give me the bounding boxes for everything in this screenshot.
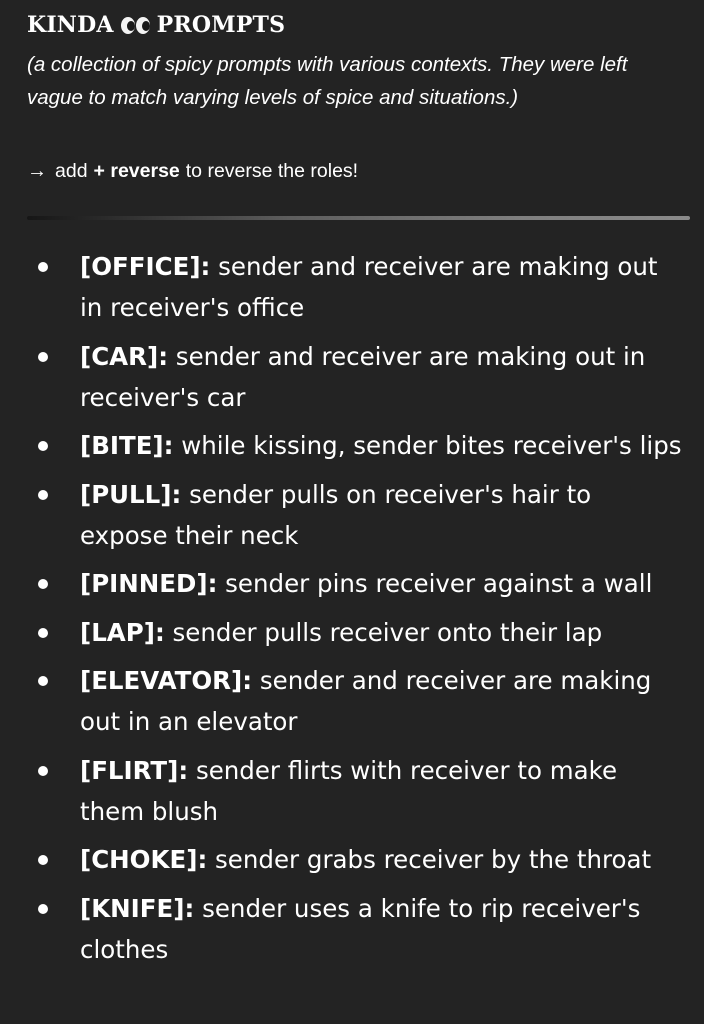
prompt-tag: [PULL] [80, 479, 172, 509]
list-item [0, 839, 704, 880]
bullet-icon [38, 904, 48, 914]
prompt-tag: [PINNED] [80, 569, 208, 598]
prompt-colon: : [242, 666, 253, 695]
list-item [0, 474, 704, 556]
bullet-icon [38, 766, 48, 776]
prompt-colon: : [171, 479, 182, 509]
prompt-text: sender and receiver are making out in receiver's car [80, 341, 646, 412]
bullet-icon [38, 676, 48, 686]
list-item [0, 563, 704, 604]
prompt-tag: [KNIFE] [80, 893, 185, 923]
prompt-tag: [CHOKE] [80, 845, 198, 874]
prompt-text: sender flirts with receiver to make them blush [80, 755, 618, 826]
list-item [0, 750, 704, 832]
prompt-text: sender pins receiver against a wall [217, 569, 653, 598]
bullet-icon [38, 490, 48, 500]
tip-suffix: to reverse the roles! [185, 160, 359, 182]
page-title [27, 12, 285, 38]
prompt-text: sender uses a knife to rip receiver's clothes [80, 893, 641, 964]
list-item [0, 888, 704, 970]
reverse-tip [27, 160, 358, 183]
prompt-text: sender grabs receiver by the throat [207, 845, 652, 874]
list-item [0, 612, 704, 653]
bullet-icon [38, 855, 48, 865]
prompt-text: sender pulls on receiver's hair to expose their neck [80, 479, 592, 550]
list-item [0, 660, 704, 742]
bullet-icon [38, 441, 48, 451]
prompt-text: sender and receiver are making out in receiver's office [80, 252, 658, 322]
prompt-tag: [FLIRT] [80, 755, 179, 785]
prompt-colon: : [200, 252, 211, 281]
prompt-colon: : [163, 431, 174, 460]
divider [27, 216, 690, 220]
bullet-icon [38, 579, 48, 589]
prompt-tag: [CAR] [80, 341, 159, 371]
bullet-icon [38, 628, 48, 638]
list-item [0, 336, 704, 418]
prompt-tag: [LAP] [80, 617, 155, 647]
prompt-colon: : [154, 617, 165, 647]
title-word-prompts: PROMPTS [156, 12, 286, 38]
list-item [0, 425, 704, 466]
left-eye-icon [121, 17, 135, 34]
list-item [0, 246, 704, 328]
prompt-text: sender and receiver are making out in an elevator [80, 666, 652, 736]
prompt-tag: [BITE] [80, 431, 164, 460]
prompt-colon: : [178, 755, 189, 785]
eyes-icon [121, 17, 150, 34]
bullet-icon [38, 352, 48, 362]
bullet-icon [38, 262, 48, 272]
right-eye-icon [136, 17, 150, 34]
prompt-colon: : [158, 341, 169, 371]
prompt-tag: [ELEVATOR] [80, 666, 243, 695]
prompt-text: while kissing, sender bites receiver's lips [173, 431, 682, 460]
title-word-kinda: KINDA [27, 12, 114, 38]
right-arrow-icon: → [27, 160, 47, 182]
subtitle: (a collection of spicy prompts with various contexts. They were left vague to match varying levels of spice and situations.) [27, 53, 628, 109]
prompt-colon: : [184, 893, 195, 923]
prompt-colon: : [207, 569, 218, 598]
prompt-colon: : [197, 845, 208, 874]
prompt-text: sender pulls receiver onto their lap [164, 617, 603, 647]
tip-reverse-keyword: + reverse [93, 160, 180, 182]
tip-prefix: add [55, 160, 88, 182]
prompt-list [0, 246, 704, 977]
prompt-tag: [OFFICE] [80, 252, 201, 281]
